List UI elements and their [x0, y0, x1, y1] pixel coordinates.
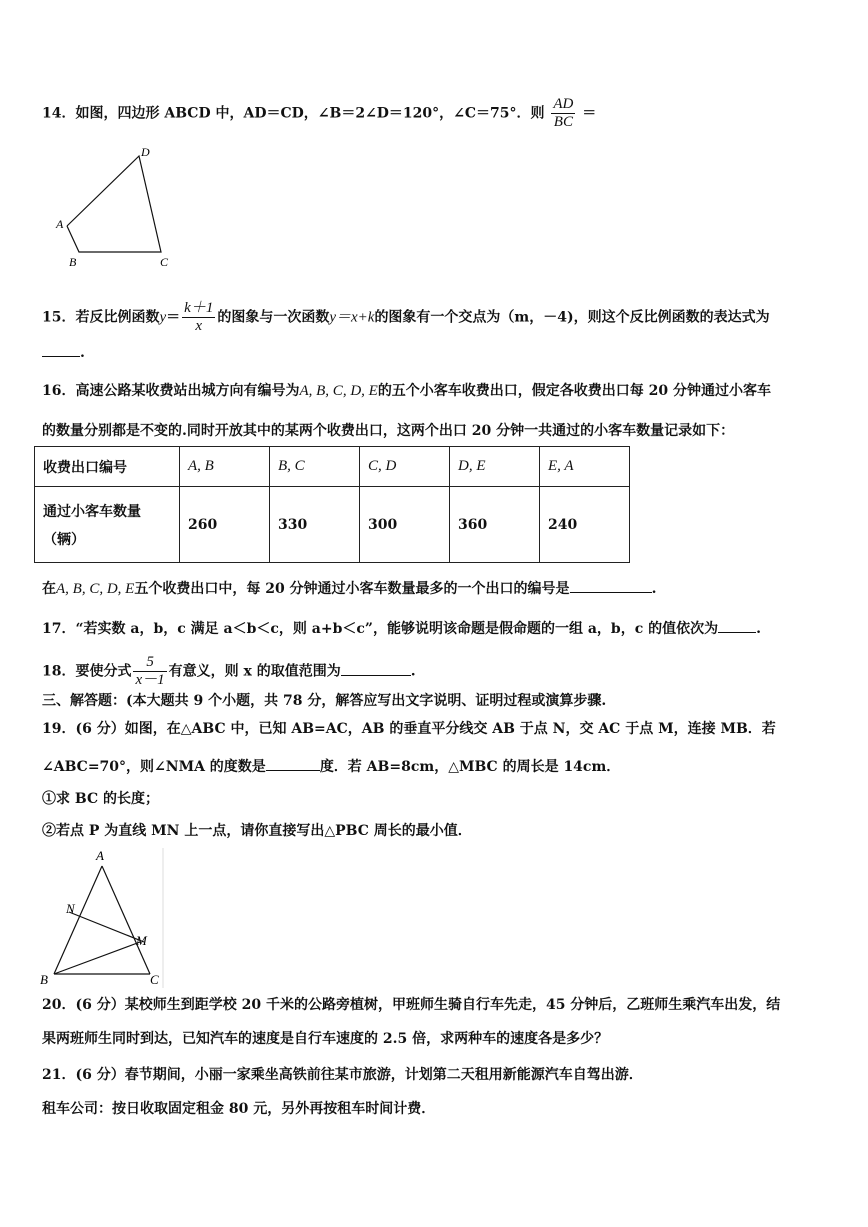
q15-part3: 的图象有一个交点为（m，－4)，则这个反比例函数的表达式为 — [374, 309, 770, 326]
q19-line1: 19．(6 分）如图，在△ABC 中，已知 AB=AC，AB 的垂直平分线交 AB 于点 N，交 AC 于点 M，连接 MB．若 — [42, 721, 776, 737]
q16-letters: A, B, C, D, E — [299, 383, 378, 399]
label-C: C — [160, 255, 169, 269]
table-cell-pair: C, D — [360, 447, 450, 487]
table-cell-pair: E, A — [540, 447, 630, 487]
q14-frac-den: BC — [553, 114, 573, 130]
table-cell-value: 360 — [450, 487, 540, 563]
label-A: A — [56, 217, 64, 231]
table-cell-pair: A, B — [180, 447, 270, 487]
q19-line2 — [42, 756, 620, 776]
table-cell-pair: D, E — [450, 447, 540, 487]
triangle-figure — [36, 846, 171, 988]
q15-answer-line — [42, 342, 85, 362]
quadrilateral-outline — [67, 156, 161, 252]
q14-text: 14．如图，四边形 ABCD 中，AD＝CD，∠B＝2∠D＝120°，∠C＝75°．则 — [42, 105, 545, 122]
q16-answer-blank — [570, 578, 652, 593]
q21-line1: 21．(6 分）春节期间，小丽一家乘坐高铁前往某市旅游，计划第二天租用新能源汽车自驾出游． — [42, 1067, 643, 1083]
label-M: M — [136, 933, 147, 948]
label-C: C — [150, 972, 159, 987]
q16-line2: 的数量分别都是不变的.同时开放其中的某两个收费出口，这两个出口 20 分钟一共通过的小客车数量记录如下： — [42, 423, 735, 439]
q19-answer-blank — [266, 756, 320, 771]
question-18 — [42, 654, 416, 689]
q19-sub1: ①求 BC 的长度； — [42, 791, 159, 807]
table-cell-value: 240 — [540, 487, 630, 563]
question-17 — [42, 618, 761, 638]
q17-answer-blank — [718, 618, 756, 633]
table-row — [35, 487, 630, 563]
q15-linear: y＝x+k — [329, 309, 375, 326]
q16-end: . — [651, 581, 657, 597]
table-cell-pair: B, C — [270, 447, 360, 487]
q15-answer-blank — [42, 342, 80, 357]
quadrilateral-figure — [50, 140, 190, 270]
q19-line2b: 度．若 AB=8cm，△MBC 的周长是 14cm． — [319, 759, 621, 775]
q15-frac-den: x — [195, 318, 203, 334]
q18-fraction — [133, 654, 166, 689]
q14-tail: ＝ — [582, 105, 597, 122]
label-N: N — [66, 901, 75, 916]
q15-eq: ＝ — [166, 309, 181, 326]
q16-after1: 在 — [42, 581, 56, 597]
q20-line2: 果两班师生同时到达，已知汽车的速度是自行车速度的 2.5 倍，求两种车的速度各是多少？ — [42, 1031, 609, 1047]
q21-line2: 租车公司：按日收取固定租金 80 元，另外再按租车时间计费． — [42, 1101, 436, 1117]
q14-frac-num: AD — [553, 96, 574, 112]
toll-table — [34, 446, 630, 563]
q16-after2: 五个收费出口中，每 20 分钟通过小客车数量最多的一个出口的编号是 — [134, 581, 570, 597]
q16-question-line — [42, 578, 656, 598]
q19-line2a: ∠ABC=70°，则∠NMA 的度数是 — [42, 759, 266, 775]
q16-part2: 的五个小客车收费出口，假定各收费出口每 20 分钟通过小客车 — [377, 383, 772, 399]
label-B: B — [69, 255, 77, 269]
q15-y: y — [159, 309, 167, 326]
question-15 — [42, 300, 770, 335]
section-3-heading: 三、解答题：(本大题共 9 个小题，共 78 分，解答应写出文字说明、证明过程或演算步骤. — [42, 693, 607, 709]
q15-end: . — [80, 345, 85, 361]
q15-part1: 15．若反比例函数 — [42, 309, 160, 326]
q15-fraction — [182, 300, 215, 335]
question-16 — [42, 382, 771, 400]
q14-fraction — [551, 96, 575, 131]
q18-end: . — [410, 663, 416, 680]
question-14 — [42, 96, 596, 131]
table-header-count — [35, 487, 180, 563]
label-D: D — [141, 145, 150, 159]
table-row — [35, 447, 630, 487]
label-A: A — [96, 848, 104, 863]
q19-sub2: ②若点 P 为直线 MN 上一点，请你直接写出△PBC 周长的最小值． — [42, 823, 472, 839]
table-cell-value: 260 — [180, 487, 270, 563]
q20-line1: 20．(6 分）某校师生到距学校 20 千米的公路旁植树，甲班师生骑自行车先走，45 分钟后，乙班师生乘汽车出发，结 — [42, 997, 781, 1013]
q17-text: 17．“若实数 a，b，c 满足 a＜b＜c，则 a+b＜c”，能够说明该命题是假命题的一组 a，b，c 的值依次为 — [42, 621, 719, 637]
q15-frac-num: k＋1 — [184, 300, 214, 316]
count-header-line2: （辆） — [43, 531, 85, 548]
q18-answer-blank — [341, 661, 411, 676]
table-header-exit: 收费出口编号 — [35, 447, 180, 487]
q15-part2: 的图象与一次函数 — [217, 309, 330, 326]
q18-frac-den: x－1 — [135, 672, 165, 688]
table-cell-value: 300 — [360, 487, 450, 563]
q17-end: . — [756, 621, 761, 637]
q16-part1: 16．高速公路某收费站出城方向有编号为 — [42, 383, 300, 399]
q18-frac-num: 5 — [133, 654, 166, 672]
table-cell-value: 330 — [270, 487, 360, 563]
count-header-line1: 通过小客车数量 — [43, 503, 141, 520]
label-B: B — [40, 972, 48, 987]
q16-after-letters: A, B, C, D, E — [56, 581, 135, 597]
q18-part1: 18．要使分式 — [42, 663, 132, 680]
q18-part2: 有意义，则 x 的取值范围为 — [168, 663, 341, 680]
